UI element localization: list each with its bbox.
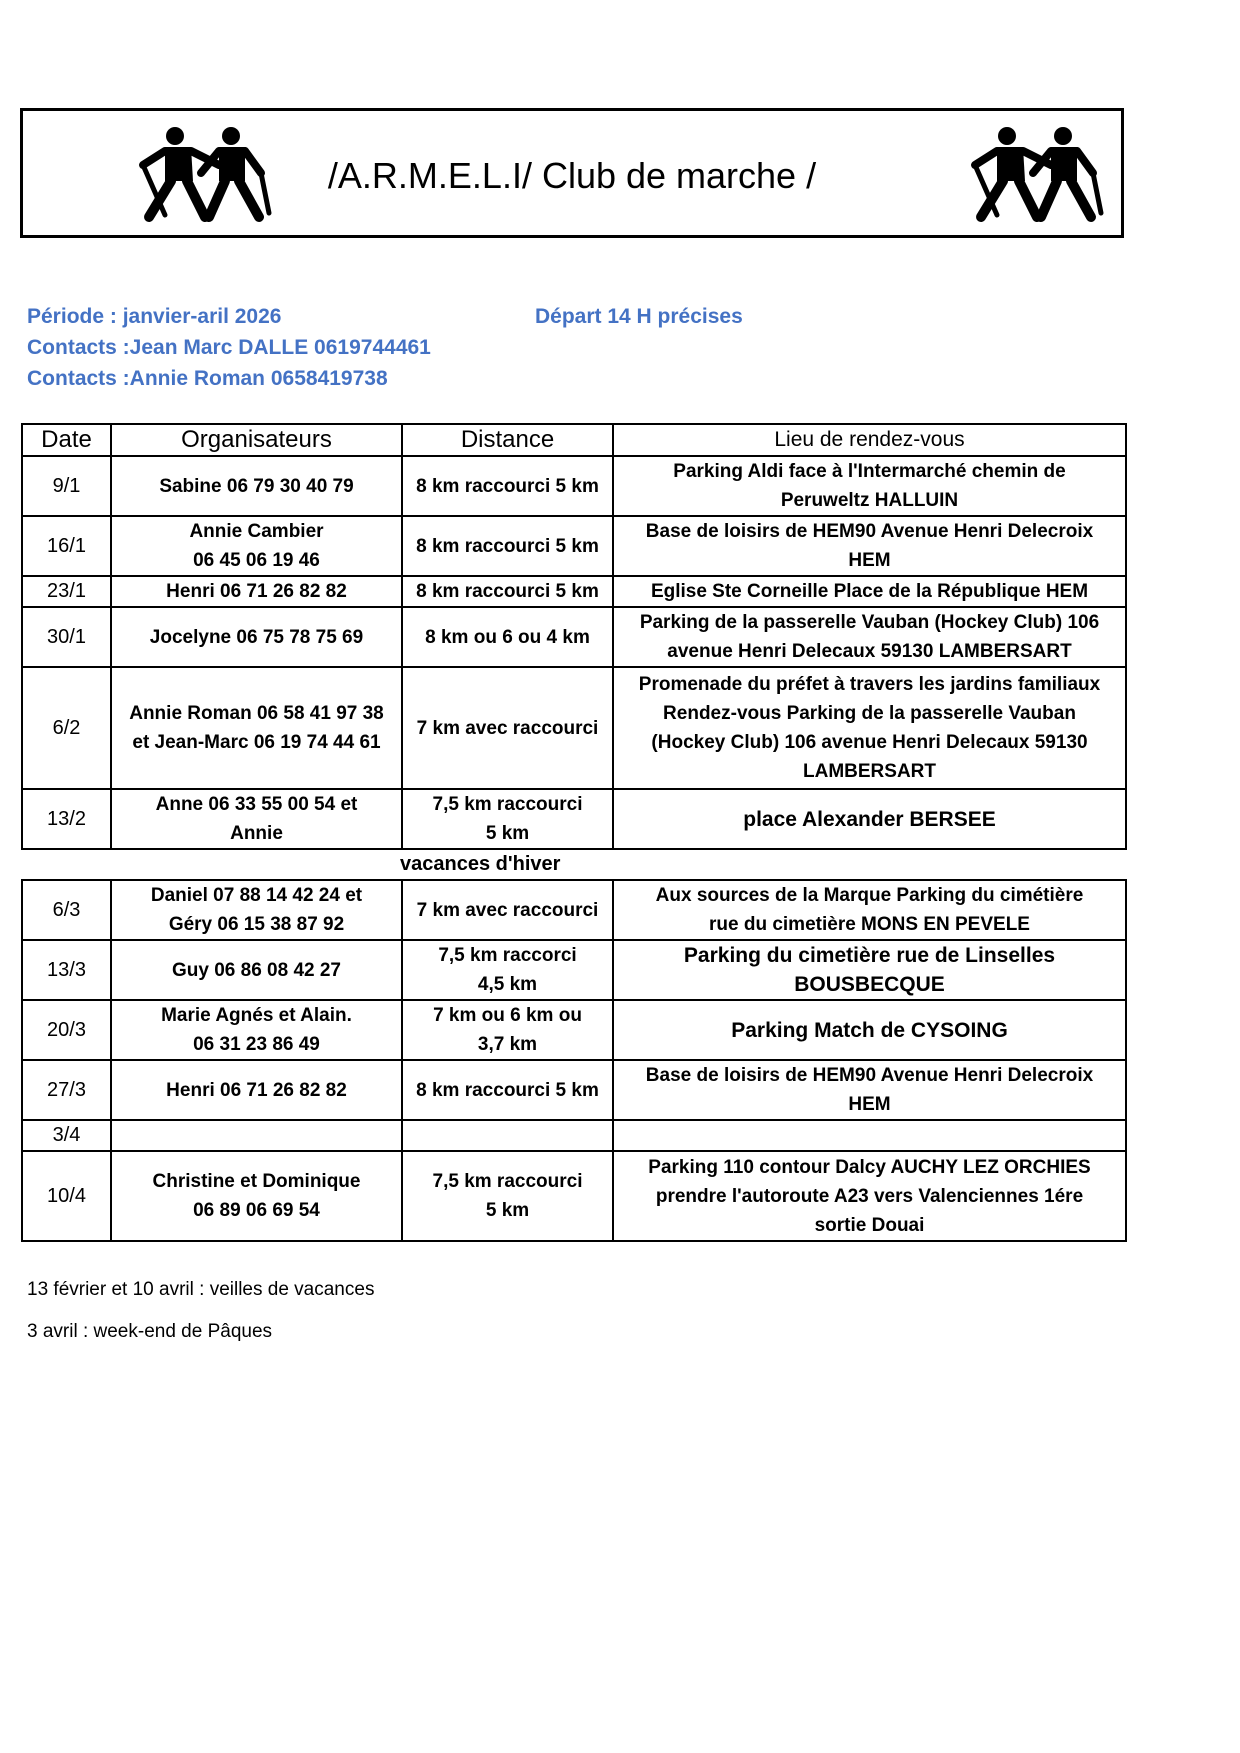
cell-date: 3/4 <box>22 1120 111 1151</box>
cell-line: Marie Agnés et Alain. <box>161 1005 352 1026</box>
cell-organisateurs <box>111 456 402 516</box>
cell-lieu <box>613 1151 1126 1241</box>
cell-organisateurs <box>111 1000 402 1060</box>
cell-line: Aux sources de la Marque Parking du cimétière <box>655 885 1084 906</box>
cell-distance <box>402 576 613 607</box>
cell-line: LAMBERSART <box>803 761 936 782</box>
cell-date: 9/1 <box>22 456 111 516</box>
table-row <box>22 940 1126 1000</box>
cell-lieu <box>613 1060 1126 1120</box>
cell-date: 16/1 <box>22 516 111 576</box>
cell-distance <box>402 789 613 849</box>
cell-line: 8 km raccourci 5 km <box>416 581 599 602</box>
cell-lieu <box>613 456 1126 516</box>
vacances-label <box>402 849 1126 880</box>
contact-jean-marc: Contacts :Jean Marc DALLE 0619744461 <box>27 336 431 359</box>
cell-line: prendre l'autoroute A23 vers Valenciennes 1ére <box>655 1185 1084 1207</box>
cell-line: 5 km <box>485 823 530 844</box>
cell-line: (Hockey Club) 106 avenue Henri Delecaux 59130 <box>651 732 1088 753</box>
cell-lieu <box>613 1000 1126 1060</box>
table-row <box>22 880 1126 940</box>
cell-date: 6/3 <box>22 880 111 940</box>
cell-distance <box>402 456 613 516</box>
header-organisateurs: Organisateurs <box>111 424 402 456</box>
cell-line: 06 31 23 86 49 <box>193 1034 320 1055</box>
cell-lieu <box>613 576 1126 607</box>
table-row <box>22 607 1126 667</box>
cell-line: 8 km raccourci 5 km <box>416 1079 599 1101</box>
cell-distance <box>402 607 613 667</box>
cell-line: 8 km raccourci 5 km <box>416 535 599 557</box>
header-box <box>20 108 1124 238</box>
cell-line: Annie Roman 06 58 41 97 38 <box>129 703 384 724</box>
cell-line: 7,5 km raccourci <box>432 794 583 815</box>
table-row <box>22 576 1126 607</box>
cell-line: et Jean-Marc 06 19 74 44 61 <box>132 732 381 753</box>
cell-line: 3,7 km <box>477 1034 538 1055</box>
header-date: Date <box>22 424 111 456</box>
cell-organisateurs <box>111 940 402 1000</box>
table-row <box>22 1060 1126 1120</box>
cell-organisateurs <box>111 1060 402 1120</box>
cell-line: 4,5 km <box>477 974 538 995</box>
cell-line: Sabine 06 79 30 40 79 <box>159 475 354 497</box>
table-row <box>22 1151 1126 1241</box>
cell-line: Guy 06 86 08 42 27 <box>171 959 341 981</box>
cell-organisateurs <box>111 789 402 849</box>
cell-lieu <box>613 607 1126 667</box>
cell-line: place Alexander BERSEE <box>743 807 996 831</box>
cell-distance <box>402 1060 613 1120</box>
nordic-walkers-icon <box>967 125 1107 225</box>
schedule-table <box>21 423 1127 1242</box>
cell-organisateurs <box>111 607 402 667</box>
cell-date: 23/1 <box>22 576 111 607</box>
cell-line: Promenade du préfet à travers les jardins familiaux <box>638 674 1101 695</box>
header-lieu: Lieu de rendez-vous <box>613 424 1126 456</box>
spacer-cell <box>22 849 111 880</box>
page-title: /A.R.M.E.L.I/ Club de marche / <box>327 155 817 196</box>
cell-lieu <box>613 789 1126 849</box>
cell-line: sortie Douai <box>814 1214 925 1236</box>
cell-line: Rendez-vous Parking de la passerelle Vauban <box>663 703 1076 724</box>
cell-line: Parking 110 contour Dalcy AUCHY LEZ ORCHIES <box>648 1156 1091 1178</box>
cell-distance <box>402 1151 613 1241</box>
cell-line: 7 km avec raccourci <box>416 717 599 739</box>
contact-annie: Contacts :Annie Roman 0658419738 <box>27 367 388 390</box>
depart-time: Départ 14 H précises <box>535 305 743 328</box>
cell-line: 7,5 km raccourci <box>432 1171 583 1192</box>
cell-organisateurs <box>111 880 402 940</box>
cell-date: 10/4 <box>22 1151 111 1241</box>
cell-line: 06 89 06 69 54 <box>193 1200 320 1221</box>
cell-line: 8 km raccourci 5 km <box>416 475 599 497</box>
cell-line: Parking de la passerelle Vauban (Hockey Club) 106 <box>639 612 1100 633</box>
cell-line: 7,5 km raccorci <box>438 945 577 966</box>
cell-line: Christine et Dominique <box>152 1171 361 1192</box>
cell-distance <box>402 516 613 576</box>
header-distance: Distance <box>402 424 613 456</box>
cell-line: Anne 06 33 55 00 54 et <box>155 794 358 815</box>
cell-line: HEM <box>848 1094 891 1115</box>
cell-line: Eglise Ste Corneille Place de la République HEM <box>650 581 1089 602</box>
cell-lieu <box>613 1120 1126 1151</box>
table-row <box>22 789 1126 849</box>
cell-line: Annie Cambier <box>189 521 324 542</box>
table-row <box>22 667 1126 789</box>
vacances-row <box>22 849 1126 880</box>
cell-distance <box>402 940 613 1000</box>
cell-organisateurs <box>111 1120 402 1151</box>
cell-date: 13/2 <box>22 789 111 849</box>
table-row <box>22 1000 1126 1060</box>
cell-line: Henri 06 71 26 82 82 <box>166 581 347 602</box>
cell-line: Géry 06 15 38 87 92 <box>168 914 345 935</box>
cell-date: 6/2 <box>22 667 111 789</box>
periode-text: Période : janvier-aril 2026 <box>27 305 282 328</box>
cell-line: Daniel 07 88 14 42 24 et <box>150 885 363 906</box>
cell-distance <box>402 1120 613 1151</box>
cell-line: 7 km avec raccourci <box>416 899 599 921</box>
cell-line: 06 45 06 19 46 <box>193 550 320 571</box>
cell-line: HEM <box>848 550 891 571</box>
table-row <box>22 1120 1126 1151</box>
cell-line: 7 km ou 6 km ou <box>433 1005 582 1026</box>
cell-organisateurs <box>111 516 402 576</box>
cell-lieu <box>613 516 1126 576</box>
cell-distance <box>402 1000 613 1060</box>
cell-line: Parking Aldi face à l'Intermarché chemin de <box>673 461 1066 482</box>
cell-line: 8 km ou 6 ou 4 km <box>425 626 590 648</box>
cell-line: Parking Match de CYSOING <box>731 1018 1008 1042</box>
note-veilles-vacances: 13 février et 10 avril : veilles de vacances <box>27 1279 375 1300</box>
cell-lieu <box>613 880 1126 940</box>
cell-line: 5 km <box>485 1200 530 1221</box>
cell-line: Parking du cimetière rue de Linselles <box>683 944 1056 967</box>
cell-distance <box>402 667 613 789</box>
cell-line: BOUSBECQUE <box>794 973 945 996</box>
cell-line: Annie <box>230 823 283 844</box>
cell-date: 30/1 <box>22 607 111 667</box>
cell-date: 13/3 <box>22 940 111 1000</box>
cell-organisateurs <box>111 576 402 607</box>
cell-line: rue du cimetière MONS EN PEVELE <box>709 914 1030 935</box>
spacer-cell <box>111 849 402 880</box>
cell-line: Base de loisirs de HEM90 Avenue Henri Delecroix <box>645 1065 1094 1086</box>
table-header-row <box>22 424 1126 456</box>
table-body <box>22 456 1126 1241</box>
cell-line: Peruweltz HALLUIN <box>780 490 959 511</box>
cell-line: avenue Henri Delecaux 59130 LAMBERSART <box>667 641 1072 662</box>
cell-lieu <box>613 667 1126 789</box>
table-row <box>22 516 1126 576</box>
cell-organisateurs <box>111 667 402 789</box>
cell-line: Jocelyne 06 75 78 75 69 <box>149 626 364 648</box>
cell-lieu <box>613 940 1126 1000</box>
note-week-end-paques: 3 avril : week-end de Pâques <box>27 1321 273 1342</box>
cell-line: Henri 06 71 26 82 82 <box>166 1079 347 1101</box>
cell-date: 27/3 <box>22 1060 111 1120</box>
table-row <box>22 456 1126 516</box>
cell-line: Base de loisirs de HEM90 Avenue Henri Delecroix <box>645 521 1094 542</box>
vacances-text: vacances d'hiver <box>400 853 561 875</box>
cell-date: 20/3 <box>22 1000 111 1060</box>
cell-distance <box>402 880 613 940</box>
cell-organisateurs <box>111 1151 402 1241</box>
